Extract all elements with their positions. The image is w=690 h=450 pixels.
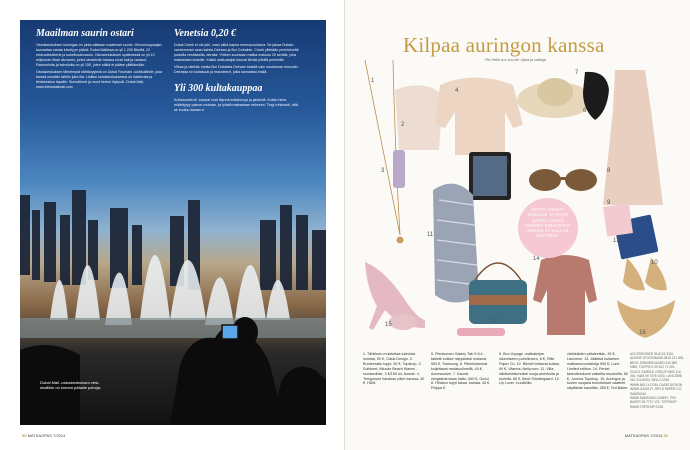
black-flat (583, 72, 609, 120)
body-gold: Kultasuukki eli -kaupat ovat täynnä kultakoruja ja jalokiviä. Kullan hinta määräytyy painon mukaan, ja työstä maksetaan erikseen. Tingi rohkeasti, sillä se kuuluu asiaan ♦ (174, 98, 299, 112)
left-folio-text: MATKAOPAS 7/2014 (27, 433, 66, 438)
dubai-fountain-photo (20, 20, 326, 425)
heading-mall: Maailman saurin ostari (36, 28, 134, 39)
page-title: Kilpaa auringon kanssa (403, 33, 605, 57)
item-number: 15 (385, 322, 392, 328)
heading-gold: Yli 300 kultakauppaa (174, 83, 263, 94)
item-number: 8 (607, 168, 611, 174)
notebook (603, 203, 633, 236)
retailer-list: ACCESSORIZE 09-6123 3110, AUSSIE STOCKMANN 0810 121 800, BECK SÖNDERGAARD 040 585 0985, FILIPPA K 09 612 71 401, GUCCI GARDLE GROUP 0800 110 300, H&M 09 7476 1000, LANCÔME 010 210 6000, NELLY.COM WWW.NELLY.COM, OASIS DESIGN WWW.OASIS.FI, RIFLE PAPER CO, SAMSUNG WWW.SAMSUNG.COM/FI, TED BAKER 09 7737 175, TOPSHOP WWW.TOPSHOP.COM (630, 352, 685, 409)
left-page-number: 90 (22, 433, 27, 438)
product-copy-col-3: 9. Bon Voyage -matkakirjan lukemiseen puhelimeen, 8 €, Rifle Paper Co. 10. Bikinit hohtavat kultaa, 90 €, Vilanmu Nelly.com. 11. Villa-sikiäventatuhuikei suoja aurinkolta ja tuulelta, 80 €, Beck Söndergaard. 12. Lip Lover -huulikiilto (499, 352, 560, 386)
item-number: 13 (613, 238, 620, 244)
right-folio (625, 433, 668, 438)
item-number: 9 (607, 200, 611, 206)
left-folio (22, 433, 65, 438)
embroidered-top (395, 85, 443, 150)
body-creek-2: Vilkas ja värikäs matka Bur Dubaista Deiraan kestää vain muutaman minuutin. Deirassa on kultasuuk ja maustetori, joilla kannattaa tinkiä. (174, 65, 299, 74)
item-number: 7 (575, 70, 579, 76)
pink-callout-circle (518, 198, 578, 258)
item-number: 14 (533, 256, 540, 262)
lip-gloss (457, 328, 505, 336)
product-copy-col-1: 1. Tähtikoru muistuttaa tulevista lomista, 50 €, Oasis Design. 2. Brodeerattu toppi, 50 €, Topshop. 3. Suihkeet, Miracle Beach Waves -suolasuihke, 3 €/150 ml, Aussie. 4. Terrypuseri hauskan pärin kanssa, 40 €, H&M. (363, 352, 425, 386)
item-number: 4 (455, 88, 459, 94)
item-number: 16 (639, 330, 646, 336)
item-number: 6 (583, 108, 587, 114)
right-folio-text: MATKAOPAS 7/2014 (624, 433, 663, 438)
article-col-creek (174, 28, 302, 113)
sweater (435, 78, 523, 156)
item-number: 11 (427, 232, 434, 238)
photo-caption: Dubai Mall -ostoskeskuksen vesi-shallikin on komea pääalle pahoja. (40, 380, 102, 391)
article-col-mall (36, 28, 164, 90)
item-number: 12 (491, 318, 498, 324)
byline: Piu Hello a:a vuo Ari Ojala ja valitoja (485, 58, 547, 62)
right-page (345, 0, 690, 450)
spray-bottle (393, 150, 405, 188)
callout-text: NOSTA ARKKAT NÄKÄLLE JA HAUTI SANTA-LOMAN VERMET KIMALTAVAT HIEKAN JA KULLAN SÄVYISSÄ. (525, 207, 571, 239)
beige-dress (603, 70, 663, 205)
gold-bikini (617, 258, 675, 338)
sunglasses (529, 169, 597, 191)
flower-clutch (389, 314, 417, 330)
product-copy-col-4: värikkäiden päiväretkiin, 26 €, Lancôme. 13. Jäätävä kultainen matkaneuvontakirja 590 €, Lumi Limited edition. 14. Pentel taskutietokone vaikeilla muodoilla, 80 €, Joonna Topshop. 15. Auringon ja tuulen suojana tunnetukset vaatteet näyttävän kauniilta, 280 €, Ted Baker. (567, 352, 629, 391)
left-text-columns (20, 20, 326, 180)
body-mall: Ostoskeskuksen kuningas on pinta-alaltaan maailman suurin. Himoshoppaajan kannattaa varata kävelyyn päiviä: Dubai Mallissa on yli 1 200 liikettä, 22 elokuvateatteria ja sukellusakvaario. Ostoskeskuksen sydämessä on yli 10 miljoonan litran akvaario, jonka lasiseinän takana uivat hait ja rauskut. Ravintoloita ja kahviloita on yli 150, joten nälkä ei pääse yllättämään. (36, 43, 162, 67)
heading-creek: Venetsia 0,20 € (174, 28, 236, 39)
item-number: 10 (651, 260, 658, 266)
body-creek: Dubai Creek ei ole joki, vaan pitkä kapea merenpoukama. Se jakaa Dubain vanhemman osan kahtia Deiraan ja Bur Dubaihin. Creek ylitetään perinteisellä puisella vesitaksilla, abralla. Yhteen suuntaan matka maksuu 20 senttiä, joka maksetaan kuskille. Kaikki matkustajat istuvat tiiviisti pitkillä penkeillä. (174, 43, 299, 62)
print-blouse (533, 255, 597, 335)
body-mall-2: Ostoskeskuksen tärkeimpiä nähtävyyksiä on Dubai Fountain -suihkulähde, joka tanssii musiikin tahtiin joka ilta. Lisäksi ostoskeskuksessa on luistinrata ja tiedekeskus lapsille. Sumuttimet ja muut herkut löytyvät. Dubai Mall, www.thedubaimall.com (36, 70, 163, 89)
item-number: 5 (505, 160, 509, 166)
item-number: 3 (381, 168, 385, 174)
product-copy-col-2: 5. Pienkumen Galaxy Tab S 8.4 -tabletti kulkee näppärästi mukana, 500 €, Samsung. 6. Pitsiohokemat kuljettavat rantatuolimellä, 40 €, Accessorize. 7. Kaunis rengasharmaan hattu, 540 €, Gucci. 8. Hihaton toppi takaa, kantaa, 40 €, Filippa K. (431, 352, 491, 391)
item-number: 1 (371, 78, 375, 84)
right-page-number: 91 (663, 433, 668, 438)
item-number: 2 (401, 122, 405, 128)
